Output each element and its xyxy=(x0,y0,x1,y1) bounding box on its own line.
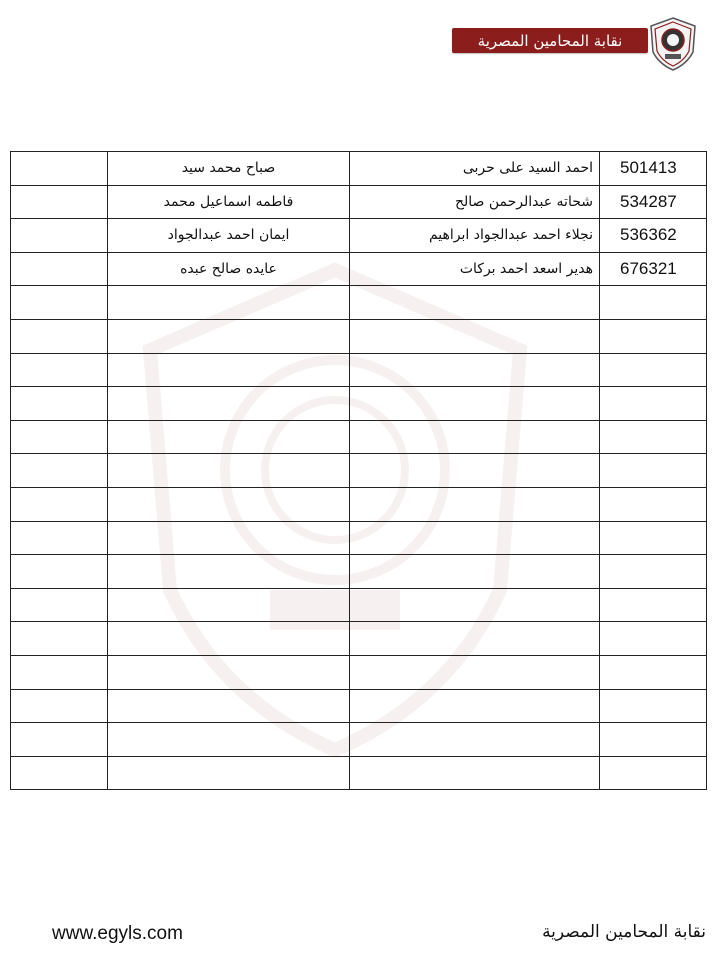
beneficiary-cell xyxy=(108,319,350,353)
table-row xyxy=(11,252,707,286)
table-row xyxy=(11,454,707,488)
table-row xyxy=(11,387,707,421)
member-name-cell xyxy=(350,454,600,488)
beneficiary-cell xyxy=(108,588,350,622)
member-name-cell: نجلاء احمد عبدالجواد ابراهيم xyxy=(350,219,600,253)
syndicate-logo xyxy=(647,16,699,72)
member-name-cell xyxy=(350,555,600,589)
extra-cell xyxy=(11,487,108,521)
table-row xyxy=(11,756,707,790)
table-body xyxy=(11,152,707,790)
registration-number-cell xyxy=(600,319,707,353)
registration-number-cell xyxy=(600,387,707,421)
extra-cell xyxy=(11,286,108,320)
registration-number-cell xyxy=(600,521,707,555)
beneficiary-cell xyxy=(108,723,350,757)
beneficiary-cell xyxy=(108,521,350,555)
beneficiary-cell xyxy=(108,756,350,790)
beneficiary-cell xyxy=(108,555,350,589)
registration-number-cell: 501413 xyxy=(600,152,707,186)
registration-number-cell xyxy=(600,286,707,320)
registration-number-cell xyxy=(600,487,707,521)
extra-cell xyxy=(11,319,108,353)
table-row xyxy=(11,655,707,689)
registration-number-cell xyxy=(600,756,707,790)
beneficiary-cell xyxy=(108,353,350,387)
header-title: نقابة المحامين المصرية xyxy=(477,31,623,50)
table-row xyxy=(11,622,707,656)
extra-cell xyxy=(11,420,108,454)
table-row xyxy=(11,689,707,723)
member-name-cell xyxy=(350,319,600,353)
member-name-cell xyxy=(350,756,600,790)
table-row xyxy=(11,185,707,219)
registration-number-cell: 676321 xyxy=(600,252,707,286)
member-name-cell xyxy=(350,622,600,656)
member-name-cell xyxy=(350,420,600,454)
extra-cell xyxy=(11,152,108,186)
member-name-cell xyxy=(350,487,600,521)
members-table xyxy=(10,151,707,790)
registration-number-cell xyxy=(600,622,707,656)
table-row xyxy=(11,286,707,320)
beneficiary-cell: ايمان احمد عبدالجواد xyxy=(108,219,350,253)
member-name-cell xyxy=(350,387,600,421)
beneficiary-cell xyxy=(108,622,350,656)
table-row xyxy=(11,219,707,253)
beneficiary-cell xyxy=(108,487,350,521)
beneficiary-cell: صباح محمد سيد xyxy=(108,152,350,186)
table-row xyxy=(11,588,707,622)
footer-website: www.egyls.com xyxy=(52,923,183,944)
member-name-cell xyxy=(350,353,600,387)
table-row xyxy=(11,555,707,589)
member-name-cell xyxy=(350,521,600,555)
registration-number-cell xyxy=(600,588,707,622)
table-row xyxy=(11,521,707,555)
member-name-cell xyxy=(350,723,600,757)
member-name-cell xyxy=(350,588,600,622)
member-name-cell: شحاته عبدالرحمن صالح xyxy=(350,185,600,219)
beneficiary-cell: عايده صالح عبده xyxy=(108,252,350,286)
registration-number-cell xyxy=(600,555,707,589)
member-name-cell xyxy=(350,655,600,689)
footer-organization: نقابة المحامين المصرية xyxy=(542,922,706,942)
member-name-cell: هدير اسعد احمد بركات xyxy=(350,252,600,286)
extra-cell xyxy=(11,185,108,219)
extra-cell xyxy=(11,219,108,253)
member-name-cell xyxy=(350,689,600,723)
registration-number-cell: 534287 xyxy=(600,185,707,219)
beneficiary-cell xyxy=(108,689,350,723)
registration-number-cell: 536362 xyxy=(600,219,707,253)
extra-cell xyxy=(11,387,108,421)
table-row xyxy=(11,319,707,353)
extra-cell xyxy=(11,689,108,723)
extra-cell xyxy=(11,655,108,689)
beneficiary-cell xyxy=(108,454,350,488)
table-row xyxy=(11,487,707,521)
registration-number-cell xyxy=(600,689,707,723)
extra-cell xyxy=(11,555,108,589)
beneficiary-cell xyxy=(108,420,350,454)
extra-cell xyxy=(11,622,108,656)
extra-cell xyxy=(11,723,108,757)
table-row xyxy=(11,723,707,757)
beneficiary-cell xyxy=(108,286,350,320)
member-name-cell: احمد السيد على حربى xyxy=(350,152,600,186)
extra-cell xyxy=(11,353,108,387)
table-row xyxy=(11,152,707,186)
extra-cell xyxy=(11,252,108,286)
extra-cell xyxy=(11,588,108,622)
registration-number-cell xyxy=(600,420,707,454)
registration-number-cell xyxy=(600,454,707,488)
member-name-cell xyxy=(350,286,600,320)
registration-number-cell xyxy=(600,723,707,757)
beneficiary-cell xyxy=(108,387,350,421)
registration-number-cell xyxy=(600,353,707,387)
table-row xyxy=(11,353,707,387)
beneficiary-cell xyxy=(108,655,350,689)
registration-number-cell xyxy=(600,655,707,689)
extra-cell xyxy=(11,756,108,790)
extra-cell xyxy=(11,521,108,555)
header-banner xyxy=(452,28,648,53)
beneficiary-cell: فاطمه اسماعيل محمد xyxy=(108,185,350,219)
extra-cell xyxy=(11,454,108,488)
table-row xyxy=(11,420,707,454)
